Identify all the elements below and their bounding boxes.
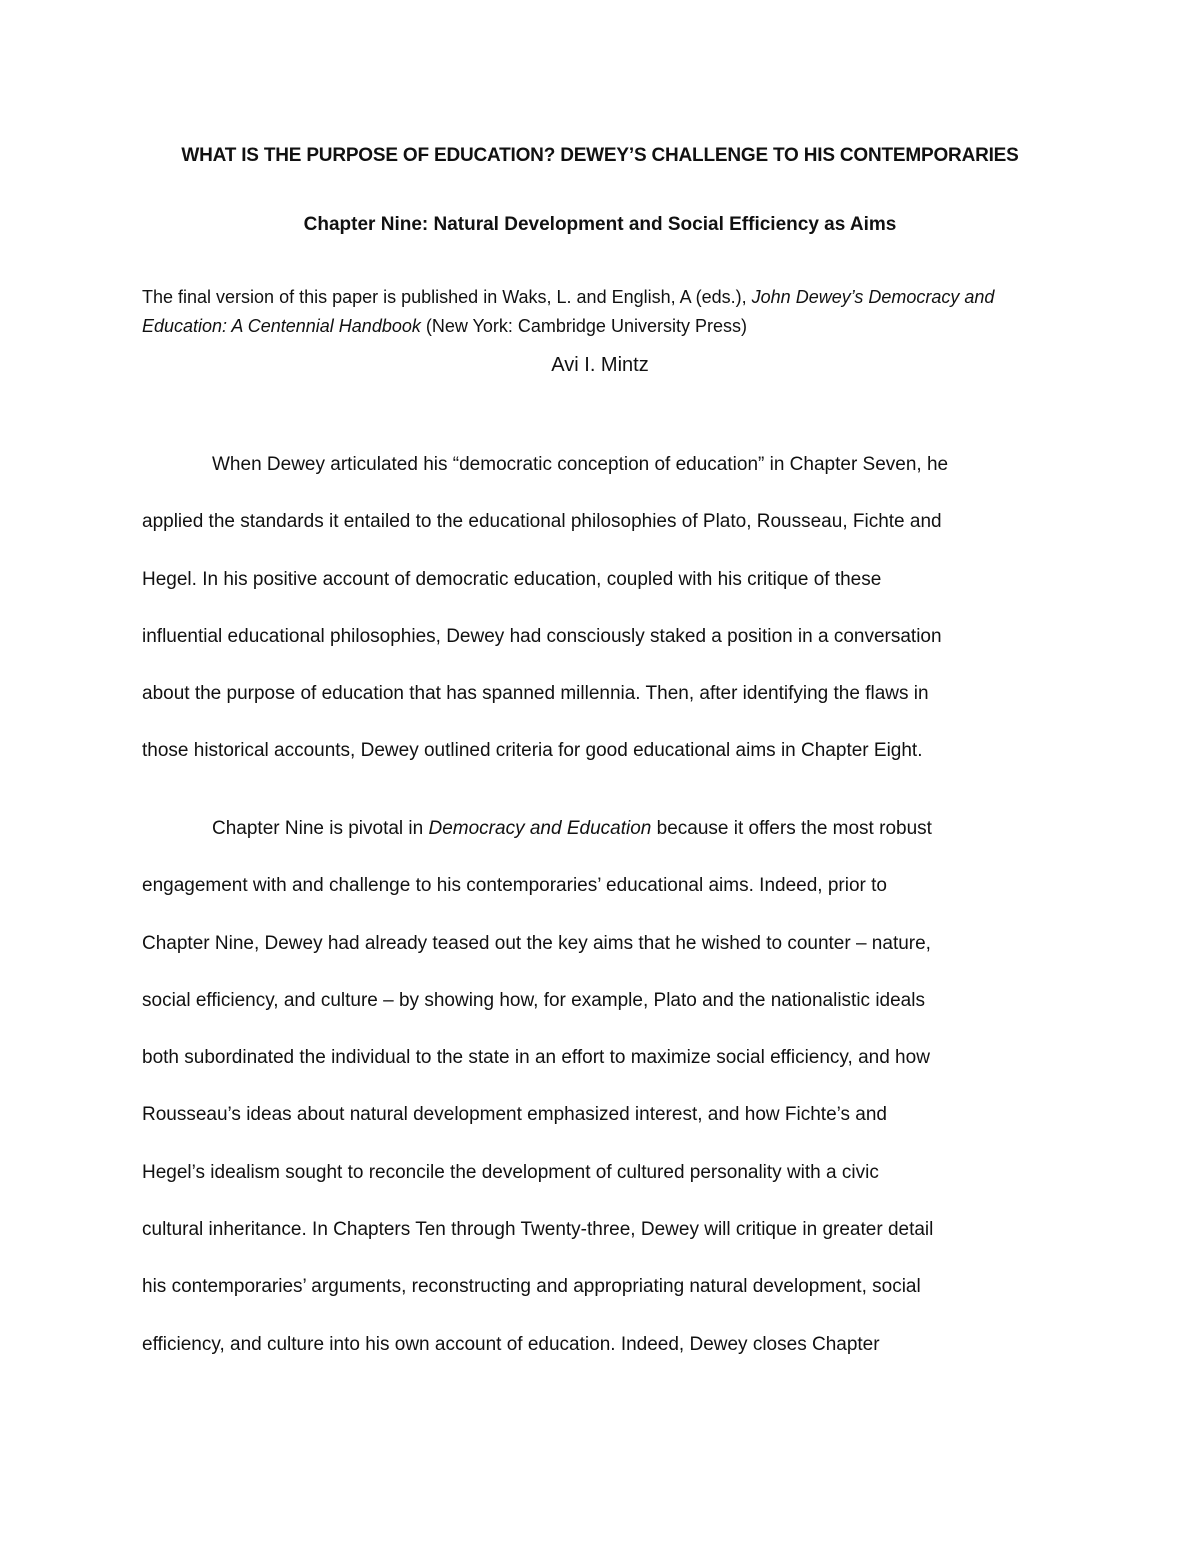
body-paragraph-1	[142, 436, 1067, 780]
paragraph-line: about the purpose of education that has spanned millennia. Then, after identifying the flaws in	[142, 683, 929, 705]
paragraph-line: Hegel. In his positive account of democratic education, coupled with his critique of these	[142, 568, 882, 590]
paper-title: WHAT IS THE PURPOSE OF EDUCATION? DEWEY’S CHALLENGE TO HIS CONTEMPORARIES	[181, 145, 1019, 166]
paragraph-2-first-suffix: because it offers the most robust	[651, 818, 932, 839]
paragraph-line: his contemporaries’ arguments, reconstructing and appropriating natural development, social	[142, 1276, 921, 1298]
paragraph-line: social efficiency, and culture – by showing how, for example, Plato and the nationalistic ideals	[142, 989, 925, 1011]
paragraph-line	[142, 800, 1067, 857]
paragraph-line: applied the standards it entailed to the educational philosophies of Plato, Rousseau, Fichte and	[142, 511, 942, 533]
paragraph-line: Rousseau’s ideas about natural development emphasized interest, and how Fichte’s and	[142, 1104, 887, 1126]
paragraph-line: Chapter Nine, Dewey had already teased out the key aims that he wished to counter – nature,	[142, 932, 931, 954]
paragraph-line: When Dewey articulated his “democratic conception of education” in Chapter Seven, he	[212, 454, 949, 475]
chapter-subtitle: Chapter Nine: Natural Development and Social Efficiency as Aims	[303, 214, 897, 235]
publication-note	[142, 283, 1072, 341]
paragraph-line: Hegel’s idealism sought to reconcile the development of cultured personality with a civic	[142, 1161, 879, 1183]
paragraph-line: efficiency, and culture into his own account of education. Indeed, Dewey closes Chapter	[142, 1333, 880, 1355]
paragraph-line: cultural inheritance. In Chapters Ten through Twenty-three, Dewey will critique in greater detail	[142, 1219, 934, 1241]
author-name: Avi I. Mintz	[551, 354, 649, 376]
paragraph-line: influential educational philosophies, Dewey had consciously staked a position in a conversation	[142, 625, 942, 647]
paragraph-2-first-prefix: Chapter Nine is pivotal in	[212, 818, 429, 839]
publication-note-prefix: The final version of this paper is published in Waks, L. and English, A (eds.),	[142, 287, 752, 307]
paragraph-line: both subordinated the individual to the state in an effort to maximize social efficiency, and how	[142, 1047, 930, 1069]
book-title-italic: Democracy and Education	[428, 818, 652, 839]
paragraph-line: engagement with and challenge to his contemporaries’ educational aims. Indeed, prior to	[142, 875, 887, 897]
publication-note-book-title: John Dewey’s Democracy and Education: A Centennial Handbook	[142, 287, 995, 336]
publication-note-suffix: (New York: Cambridge University Press)	[420, 316, 747, 336]
paragraph-line: those historical accounts, Dewey outlined criteria for good educational aims in Chapter Eight.	[142, 740, 923, 762]
body-paragraph-2	[142, 800, 1067, 1373]
